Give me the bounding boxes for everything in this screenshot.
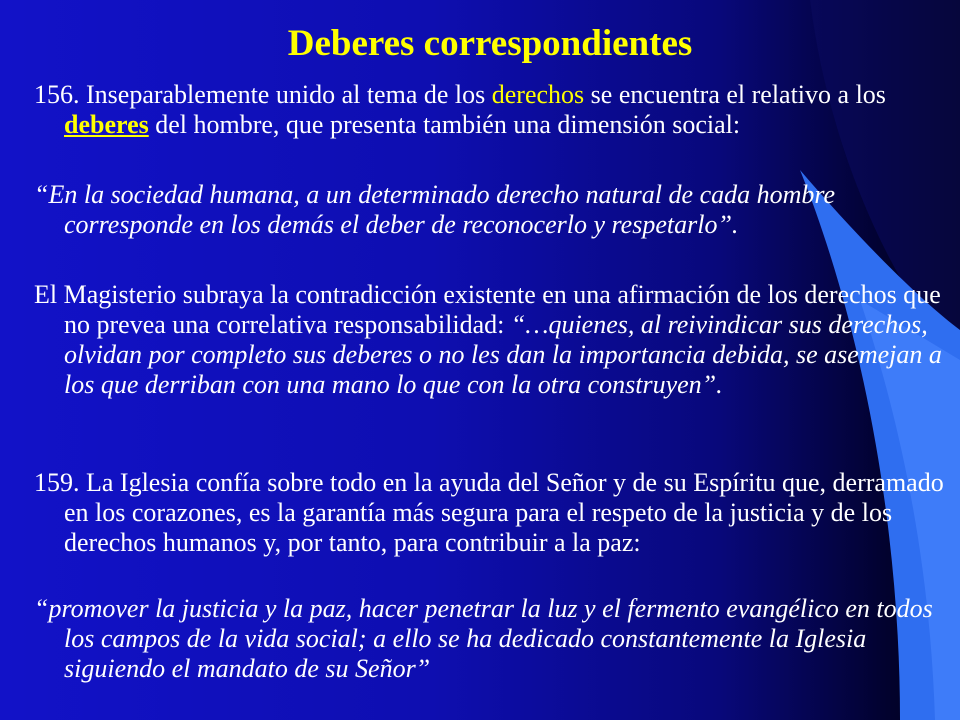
paragraph-159: 159. La Iglesia confía sobre todo en la ayuda del Señor y de su Espíritu que, derramado en los corazones, es la garantía más segura para el respeto de la justicia y de los derechos humanos y, por tanto, para contribuir a la paz: (34, 468, 944, 557)
paragraph-magisterio-text: El Magisterio subraya la contradicción existente en una afirmación de los derechos que no prevea una correlativa responsabilidad: (34, 280, 941, 339)
paragraph-156 (34, 80, 944, 140)
quote-reivindicar: “…quienes, al reivindicar sus derechos, olvidan por completo sus deberes o no les dan la importancia debida, se asemejan a los que derriban con una mano lo que con la otra construyen”. (64, 310, 942, 399)
paragraph-magisterio (34, 280, 944, 400)
highlight-derechos: derechos (491, 80, 585, 109)
quote-promover-justicia: “promover la justicia y la paz, hacer penetrar la luz y el fermento evangélico en todos los campos de la vida social; a ello se ha dedicado constantemente la Iglesia siguiendo el mandato de su Señor” (34, 594, 933, 683)
paragraph-156-text-c: del hombre, que presenta también una dimensión social: (148, 110, 741, 139)
paragraph-156-text-a: 156. Inseparablemente unido al tema de los (34, 80, 492, 109)
quote-sociedad-humana: “En la sociedad humana, a un determinado derecho natural de cada hombre corresponde en los demás el deber de reconocerlo y respetarlo”. (34, 180, 836, 239)
highlight-deberes: deberes (64, 110, 149, 139)
slide-title: Deberes correspondientes (287, 23, 693, 64)
paragraph-156-text-b: se encuentra el relativo a los (584, 80, 886, 109)
